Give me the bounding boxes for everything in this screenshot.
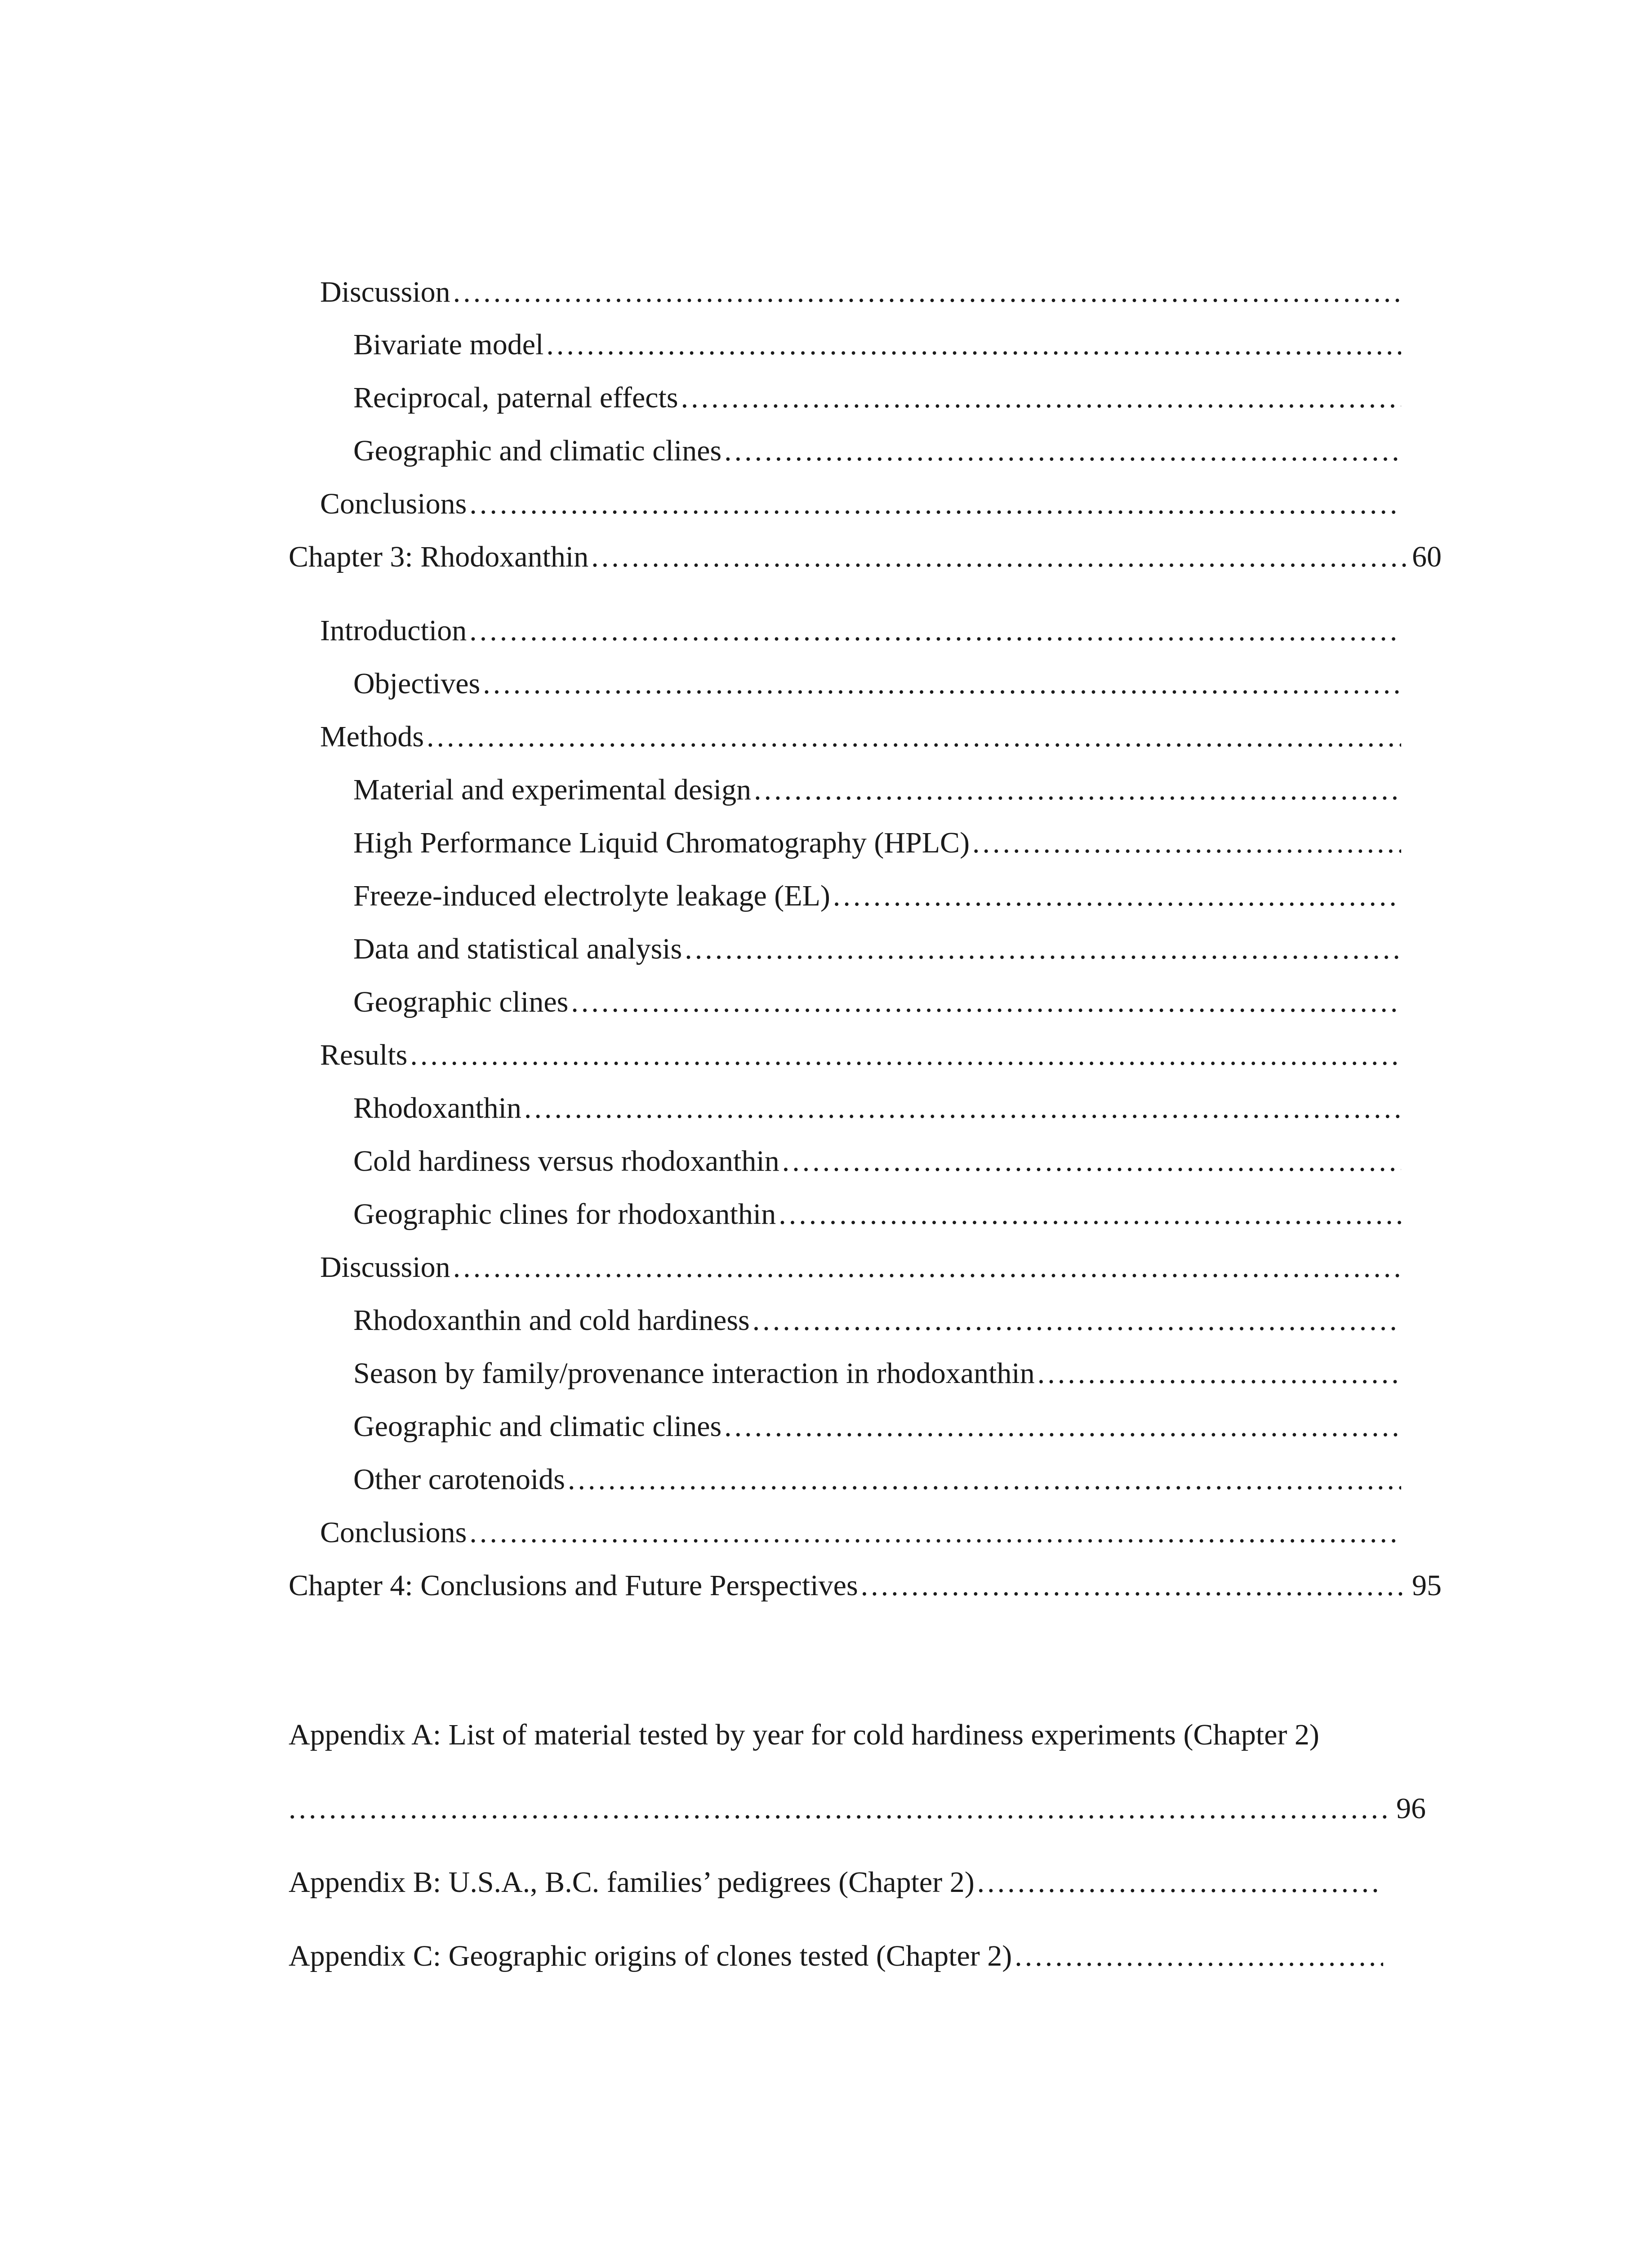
toc-entry-label: Reciprocal, paternal effects — [353, 381, 678, 414]
toc-entry-label: Conclusions — [320, 1516, 467, 1549]
dot-leader — [681, 378, 1401, 418]
dot-leader — [833, 876, 1401, 916]
dot-leader — [782, 1141, 1401, 1182]
dot-leader — [1015, 1936, 1383, 1976]
dot-leader — [568, 1459, 1401, 1500]
dot-leader — [724, 1406, 1401, 1447]
dot-leader — [410, 1035, 1401, 1075]
toc-entry-label: Discussion — [320, 1251, 450, 1284]
toc-entry-label: Freeze-induced electrolyte leakage (EL) — [353, 879, 830, 912]
toc-entry-label: Discussion — [320, 276, 450, 308]
toc-entry-results — [320, 1035, 1401, 1075]
toc-entry-geographic-clines — [353, 982, 1401, 1022]
dot-leader — [469, 1512, 1401, 1553]
toc-entry-label: Results — [320, 1039, 408, 1071]
dot-leader — [453, 1247, 1401, 1288]
dot-leader — [591, 537, 1407, 577]
toc-entry-label: Cold hardiness versus rhodoxanthin — [353, 1145, 779, 1178]
toc-entry-appendix-c — [289, 1936, 1383, 1976]
toc-entry-discussion-2 — [320, 1247, 1401, 1288]
toc-entry-rhodoxanthin — [353, 1088, 1401, 1128]
toc-entry-label: Material and experimental design — [353, 773, 752, 806]
toc-entry-label: Bivariate model — [353, 328, 544, 361]
dot-leader — [779, 1194, 1401, 1235]
toc-page-number: 95 — [1412, 1569, 1442, 1602]
toc-entry-electrolyte-leakage — [353, 876, 1401, 916]
toc-entry-label: Introduction — [320, 614, 467, 647]
toc-entry-label: Appendix C: Geographic origins of clones tested (Chapter 2) — [289, 1940, 1012, 1972]
toc-entry-label: Rhodoxanthin — [353, 1092, 521, 1124]
toc-entry-geographic-clines-rhodoxanthin — [353, 1194, 1401, 1235]
toc-entry-methods — [320, 717, 1401, 757]
toc-entry-label: Rhodoxanthin and cold hardiness — [353, 1304, 750, 1337]
dot-leader — [754, 770, 1401, 810]
dot-leader — [977, 1862, 1383, 1903]
dot-leader — [469, 484, 1401, 524]
toc-entry-geographic-climatic-clines — [353, 431, 1401, 471]
toc-entry-appendix-b — [289, 1862, 1383, 1903]
toc-entry-label: Geographic clines for rhodoxanthin — [353, 1198, 776, 1231]
dot-leader — [546, 325, 1401, 365]
toc-entry-label: High Performance Liquid Chromatography (HPLC) — [353, 826, 970, 859]
dot-leader — [289, 1789, 1391, 1829]
dot-leader — [469, 611, 1401, 651]
dot-leader — [753, 1300, 1401, 1341]
toc-entry-label: Geographic and climatic clines — [353, 434, 722, 467]
toc-entry-cold-hardiness-vs-rhodoxanthin — [353, 1141, 1401, 1182]
toc-entry-label: Geographic and climatic clines — [353, 1410, 722, 1443]
toc-entry-rhodoxanthin-cold-hardiness — [353, 1300, 1401, 1341]
toc-entry-material-experimental-design — [353, 770, 1401, 810]
toc-entry-label: Appendix B: U.S.A., B.C. families’ pedigrees (Chapter 2) — [289, 1866, 975, 1899]
toc-entry-hplc — [353, 823, 1401, 863]
toc-entry-appendix-a — [289, 1715, 1457, 1755]
toc-page-number: 96 — [1396, 1792, 1426, 1825]
toc-entry-other-carotenoids — [353, 1459, 1401, 1500]
dot-leader — [972, 823, 1401, 863]
toc-entry-introduction — [320, 611, 1401, 651]
toc-entry-objectives — [353, 664, 1401, 704]
toc-entry-label: Data and statistical analysis — [353, 932, 682, 965]
toc-page-number: 60 — [1412, 540, 1442, 573]
toc-entry-label: Conclusions — [320, 487, 467, 520]
dot-leader — [1038, 1353, 1401, 1394]
dot-leader — [724, 431, 1401, 471]
toc-entry-discussion — [320, 272, 1401, 312]
dot-leader — [483, 664, 1401, 704]
toc-entry-geographic-climatic-clines-2 — [353, 1406, 1401, 1447]
toc-entry-reciprocal-paternal-effects — [353, 378, 1401, 418]
toc-entry-bivariate-model — [353, 325, 1401, 365]
toc-entry-label: Other carotenoids — [353, 1463, 565, 1496]
toc-entry-label: Appendix A: List of material tested by year for cold hardiness experiments (Chapter 2) — [289, 1718, 1319, 1751]
dot-leader — [861, 1566, 1407, 1606]
toc-entry-conclusions — [320, 484, 1401, 524]
dot-leader — [685, 929, 1401, 969]
toc-entry-label: Chapter 4: Conclusions and Future Perspectives — [289, 1569, 858, 1602]
toc-entry-data-statistical-analysis — [353, 929, 1401, 969]
toc-entry-label: Season by family/provenance interaction in rhodoxanthin — [353, 1357, 1035, 1390]
toc-entry-appendix-a-continuation — [289, 1789, 1426, 1829]
toc-entry-label: Chapter 3: Rhodoxanthin — [289, 540, 589, 573]
toc-entry-label: Objectives — [353, 667, 481, 700]
dot-leader — [427, 717, 1401, 757]
toc-entry-label: Methods — [320, 720, 424, 753]
dot-leader — [571, 982, 1401, 1022]
toc-entry-label: Geographic clines — [353, 986, 569, 1018]
toc-entry-chapter-4 — [289, 1566, 1442, 1606]
dot-leader — [453, 272, 1401, 312]
toc-entry-season-interaction — [353, 1353, 1401, 1394]
toc-entry-conclusions-2 — [320, 1512, 1401, 1553]
dot-leader — [524, 1088, 1401, 1128]
toc-entry-chapter-3 — [289, 537, 1442, 577]
